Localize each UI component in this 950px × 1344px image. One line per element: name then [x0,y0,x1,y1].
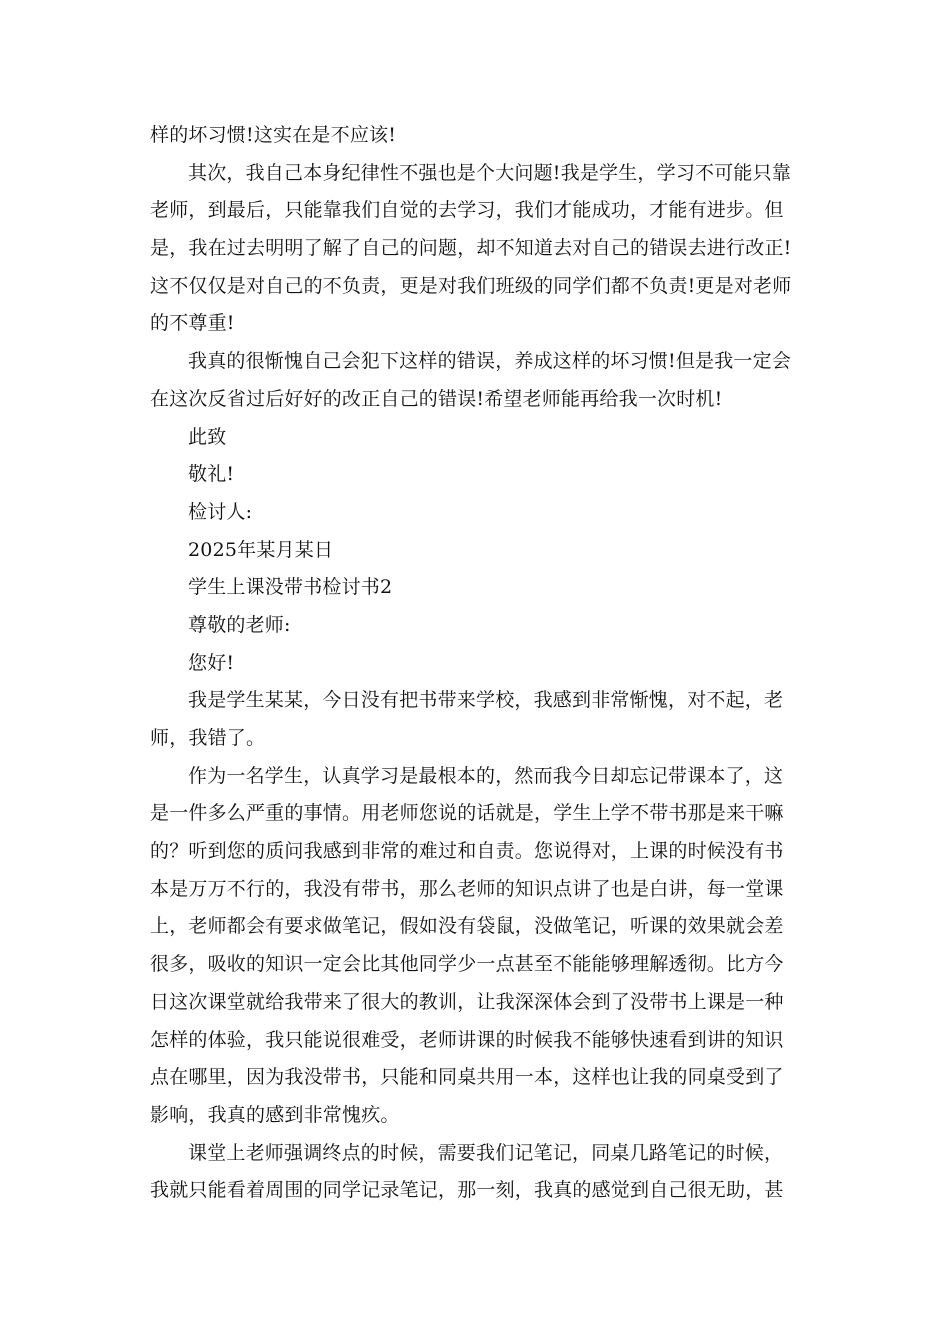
text-line-22: 上，老师都会有要求做笔记，假如没有袋鼠，没做笔记，听课的效果就会差 [150,915,784,938]
text-line-28: 课堂上老师强调终点的时候，需要我们记笔记，同桌几路笔记的时候， [188,1141,784,1164]
section-title: 学生上课没带书检讨书2 [188,576,393,599]
text-line-8: 在这次反省过后好好的改正自己的错误!希望老师能再给我一次时机! [150,387,723,410]
text-line-24: 日这次课堂就给我带来了很大的教训，让我深深体会到了没带书上课是一种 [150,990,784,1013]
text-line-23: 很多，吸收的知识一定会比其他同学少一点甚至不能能够理解透彻。比方今 [150,953,784,976]
text-line-21: 本是万万不行的，我没有带书，那么老师的知识点讲了也是白讲，每一堂课 [150,877,784,900]
text-line-20: 的？听到您的质问我感到非常的难过和自责。您说得对，上课的时候没有书 [150,840,784,863]
text-line-6: 的不尊重! [150,312,235,335]
text-line-2: 其次，我自己本身纪律性不强也是个大问题!我是学生，学习不可能只靠 [188,161,792,184]
date-line: 2025年某月某日 [188,538,334,561]
text-line-1: 样的坏习惯!这实在是不应该! [150,124,397,146]
text-line-18: 作为一名学生，认真学习是最根本的，然而我今日却忘记带课本了，这 [188,764,784,787]
text-line-25: 怎样的体验，我只能说很难受，老师讲课的时候我不能够快速看到讲的知识 [150,1028,784,1051]
text-line-19: 是一件多么严重的事情。用老师您说的话就是，学生上学不带书那是来干嘛 [150,802,784,825]
signature-label: 检讨人: [188,500,253,523]
text-line-3: 老师，到最后，只能靠我们自觉的去学习，我们才能成功，才能有进步。但 [150,199,784,222]
document-page [150,117,795,1210]
text-line-27: 影响，我真的感到非常愧疚。 [150,1103,400,1126]
closing-cizhi: 此致 [188,425,227,448]
text-line-26: 点在哪里，因为我没带书，只能和同桌共用一本，这样也让我的同桌受到了 [150,1066,784,1089]
closing-jingli: 敬礼! [188,463,235,486]
text-line-29: 我就只能看着周围的同学记录笔记，那一刻，我真的感觉到自己很无助，甚 [150,1179,784,1202]
text-line-4: 是，我在过去明明了解了自己的问题，却不知道去对自己的错误去进行改正! [150,237,792,260]
text-line-7: 我真的很惭愧自己会犯下这样的错误，养成这样的坏习惯!但是我一定会 [188,350,792,373]
greeting: 您好! [188,651,235,674]
salutation: 尊敬的老师: [188,613,291,636]
text-line-17: 师，我错了。 [150,727,266,749]
text-line-5: 这不仅仅是对自己的不负责，更是对我们班级的同学们都不负责!更是对老师 [150,274,792,297]
text-line-16: 我是学生某某，今日没有把书带来学校，我感到非常惭愧，对不起，老 [188,689,784,712]
